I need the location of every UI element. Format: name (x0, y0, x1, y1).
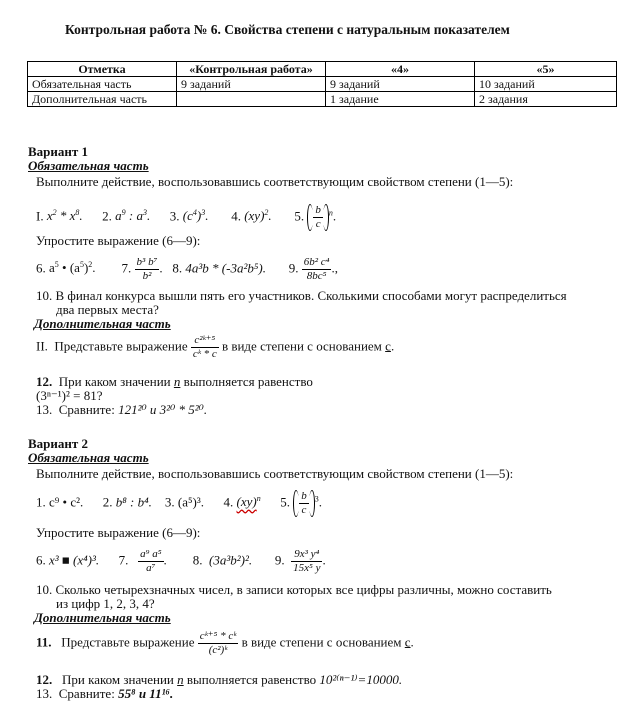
variant2-task-11: 11. Представьте выражение $\frac{\text{cᵏ⁺⁵ * cᵏ}}{\text{(c²)ᵏ}}$ в виде степени с основанием c. (36, 630, 414, 656)
question-text: из цифр 1, 2, 3, 4? (56, 596, 155, 611)
expression: (xy)$^2$. (244, 208, 272, 224)
question-text: два первых места? (56, 302, 159, 317)
variant1-instruction-2: Упростите выражение (6—9): (36, 233, 201, 248)
expression: $x^2 * x^8$. (46, 208, 83, 224)
expression: b⁸ : b⁴. (115, 494, 152, 510)
question-text: Представьте выражение (54, 338, 188, 354)
task-number: 7. (121, 260, 132, 276)
expression: $\frac{\text{9x³ y⁴}}{\text{15x⁵ y}}$ (293, 548, 321, 574)
task-number: 2. (102, 208, 112, 224)
task-number: 9. (288, 260, 299, 276)
table-cell: Дополнительная часть (28, 92, 177, 107)
variant1-tasks-6-9: 6. $a^5$ • $(a^5)^2$. 7. $\frac{\text{b³ b⁷}}{\text{b²}}$ . 8. 4a³b * (-3a²b⁵). 9. $\frac{\text{6b² c⁴}}{\text{8bc⁵}}$ ., (36, 256, 338, 282)
task-number: 3. (169, 208, 180, 224)
task-number: 4. (223, 494, 234, 510)
expression: 55⁸ и 11¹⁶. (118, 686, 174, 701)
task-number: 10. (36, 582, 53, 597)
task-number: 6. (36, 552, 46, 568)
table-cell: Обязательная часть (28, 77, 177, 92)
table-header: «5» (475, 62, 617, 77)
variant2-task-13 (36, 686, 173, 702)
task-number: 5. (294, 208, 305, 224)
task-number: 4. (231, 208, 241, 224)
expression: (3ⁿ⁻¹)² = 81? (36, 388, 103, 403)
task-number: 2. (102, 494, 113, 510)
expression: $a^5$ • $(a^5)^2$. (49, 260, 96, 276)
table-cell: 10 заданий (475, 77, 617, 92)
expression: (xy)$^n$ (236, 494, 261, 510)
table-header: «4» (326, 62, 475, 77)
table-header: «Контрольная работа» (177, 62, 326, 77)
expression: $\frac{\text{a⁹ a⁵}}{\text{a⁷}}$ (140, 548, 162, 574)
expression: c⁹ • c². (49, 494, 84, 510)
question-text: в виде степени с основанием (241, 634, 402, 650)
task-number: 6. (36, 260, 46, 276)
variant1-instruction-1: Выполните действие, воспользовавшись соответствующим свойством степени (1—5): (36, 174, 514, 189)
variant2-tasks-6-9: 6. x³ ■ (x⁴)³. 7. $\frac{\text{a⁹ a⁵}}{\text{a⁷}}$ . 8. (3a³b²)². 9. $\frac{\text{9x³ y⁴}}{\text{15x⁵ y}}$ . (36, 548, 326, 574)
grading-table (27, 61, 617, 107)
question-text: Сколько четырехзначных чисел, в записи которых все цифры различны, можно составить (55, 582, 552, 597)
question-text: Сравните: (58, 402, 115, 417)
variant2-heading: Вариант 2 (28, 436, 89, 451)
variant2-tasks-1-5: 1. c⁹ • c². 2. b⁸ : b⁴. 3. (a⁵)³. 4. (xy)$^n$ 5. $\frac{b}{c}$ $^3$. (36, 490, 322, 516)
variant1-task-12: 12. При каком значении n выполняется равенство (36, 374, 313, 389)
task-number: 8. (172, 260, 183, 276)
table-cell: 2 задания (475, 92, 617, 107)
expression: $\frac{\text{6b² c⁴}}{\text{8bc⁵}}$ (303, 256, 330, 282)
variant2-additional-heading: Дополнительная часть (34, 610, 171, 625)
variant2-mandatory-heading: Обязательная часть (28, 450, 149, 465)
expression: 10²⁽ⁿ⁻¹⁾=10000. (319, 672, 403, 687)
expression: (3a³b²)². (209, 552, 253, 568)
page-title: Контрольная работа № 6. Свойства степени с натуральным показателем (65, 22, 510, 37)
expression: $a^9$ : $a^3$. (115, 208, 151, 224)
question-text: в виде степени с основанием (221, 338, 382, 354)
task-number: 11. (36, 634, 52, 650)
question-text: Сравните: (58, 686, 115, 701)
table-cell: 9 заданий (326, 77, 475, 92)
table-cell: 9 заданий (177, 77, 326, 92)
expression: $\frac{\text{cᵏ⁺⁵ * cᵏ}}{\text{(c²)ᵏ}}$ (199, 630, 237, 656)
question-text: Представьте выражение (61, 634, 195, 650)
expression: 4a³b * (-3a²b⁵). (185, 260, 266, 276)
variant1-task-11: II. Представьте выражение $\frac{\text{c²ᵏ⁺⁵}}{\text{cᵏ * c}}$ в виде степени с основанием c. (36, 334, 395, 360)
table-row (28, 92, 617, 107)
task-number: 9. (274, 552, 285, 568)
expression: 121²⁰ и 3²⁰ * 5²⁰. (118, 402, 208, 417)
table-row (28, 77, 617, 92)
variant1-tasks-1-5: I. $x^2 * x^8$. 2. $a^9$ : $a^3$. 3. $(c^4)^3$. 4. (xy)$^2$. 5. $\frac{b}{c}$ $^n$. (36, 204, 337, 230)
variant2-task-12: 12. При каком значении n выполняется равенство 10²⁽ⁿ⁻¹⁾=10000. (36, 672, 403, 687)
question-text: выполняется равенство (186, 672, 317, 687)
table-header: Отметка (28, 62, 177, 77)
expression: $\frac{\text{c²ᵏ⁺⁵}}{\text{cᵏ * c}}$ (192, 334, 217, 360)
variant1-additional-heading: Дополнительная часть (34, 316, 171, 331)
variant1-task-13 (36, 402, 207, 418)
question-text: выполняется равенство (183, 374, 313, 389)
table-cell (177, 92, 326, 107)
task-number: 13. (36, 686, 53, 701)
task-number: 1. (36, 494, 46, 510)
task-number: 13. (36, 402, 53, 417)
task-number: 12. (36, 374, 53, 389)
variant1-heading: Вариант 1 (28, 144, 89, 159)
task-number: 3. (164, 494, 175, 510)
expression: (a⁵)³. (177, 494, 205, 510)
question-text: При каком значении (62, 672, 174, 687)
task-number: 7. (118, 552, 129, 568)
expression: $\frac{b}{c}$ (293, 490, 315, 517)
expression: $\frac{b}{c}$ (307, 204, 329, 231)
variant2-instruction-2: Упростите выражение (6—9): (36, 525, 201, 540)
task-number: II. (36, 338, 48, 354)
question-text: В финал конкурса вышли пять его участников. Сколькими способами могут распределиться (55, 288, 567, 303)
variant2-instruction-1: Выполните действие, воспользовавшись соответствующим свойством степени (1—5): (36, 466, 514, 481)
task-number: 10. (36, 288, 53, 303)
expression: $\frac{\text{b³ b⁷}}{\text{b²}}$ (136, 256, 158, 282)
table-header-row (28, 62, 617, 77)
task-number: I. (36, 208, 44, 224)
table-cell: 1 задание (326, 92, 475, 107)
task-number: 12. (36, 672, 53, 687)
variant1-mandatory-heading: Обязательная часть (28, 158, 149, 173)
task-number: 5. (280, 494, 290, 510)
expression: x³ ■ (x⁴)³. (49, 552, 100, 568)
expression: $(c^4)^3$. (182, 208, 209, 224)
task-number: 8. (192, 552, 203, 568)
question-text: При каком значении (58, 374, 171, 389)
